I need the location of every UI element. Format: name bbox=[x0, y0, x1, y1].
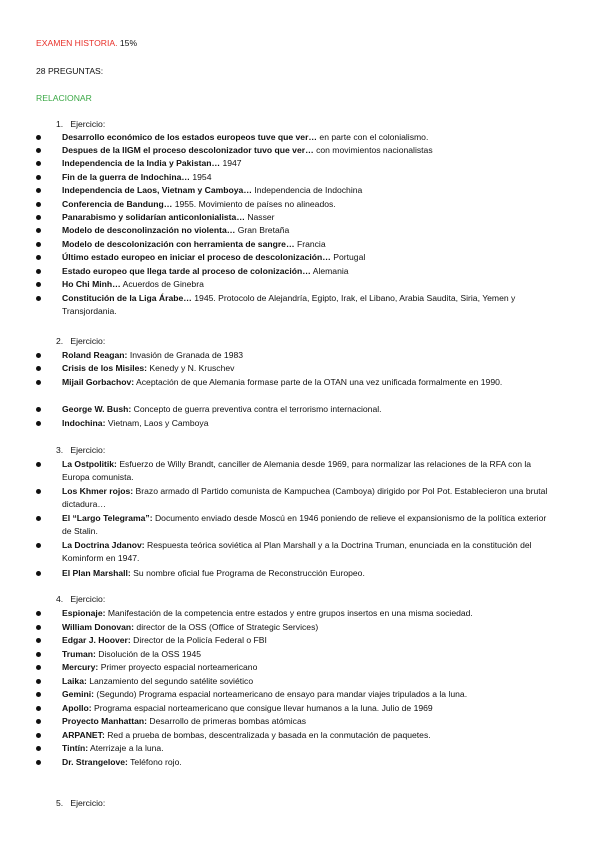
bullet-icon bbox=[36, 543, 41, 548]
item-answer: Acuerdos de Ginebra bbox=[122, 279, 204, 289]
item-term: Constitución de la Liga Árabe… bbox=[62, 293, 192, 303]
item-answer: Alemania bbox=[312, 266, 349, 276]
list-item bbox=[62, 485, 558, 512]
list-item bbox=[62, 567, 558, 580]
list-item bbox=[62, 403, 558, 416]
bullet-icon bbox=[36, 242, 41, 247]
list-item bbox=[62, 349, 558, 362]
item-answer: (Segundo) Programa espacial norteamericano de ensayo para mandar viajes tripulados a la luna. bbox=[96, 689, 468, 699]
item-answer: Teléfono rojo. bbox=[130, 757, 182, 767]
bullet-icon bbox=[36, 719, 41, 724]
item-term: Conferencia de Bandung… bbox=[62, 199, 173, 209]
list-item bbox=[62, 715, 558, 728]
bullet-icon bbox=[36, 652, 41, 657]
list-item bbox=[62, 634, 558, 647]
item-term: Dr. Strangelove: bbox=[62, 757, 128, 767]
bullet-icon bbox=[36, 202, 41, 207]
list-item bbox=[62, 131, 558, 144]
item-term: Espionaje: bbox=[62, 608, 106, 618]
item-answer: Concepto de guerra preventiva contra el terrorismo internacional. bbox=[133, 404, 382, 414]
list-item bbox=[62, 756, 558, 769]
list-item bbox=[62, 742, 558, 755]
exercise-number: 5. bbox=[56, 798, 64, 808]
bullet-icon bbox=[36, 175, 41, 180]
item-answer: Respuesta teórica soviética al Plan Marshall y a la Doctrina Truman, enunciada en la constitución del Kominform en 1947. bbox=[62, 540, 532, 564]
item-answer: Nasser bbox=[247, 212, 275, 222]
bullet-icon bbox=[36, 706, 41, 711]
list-item bbox=[62, 198, 558, 211]
item-answer: Programa espacial norteamericano que consigue llevar humanos a la luna. Julio de 1969 bbox=[93, 703, 433, 713]
bullet-icon bbox=[36, 407, 41, 412]
item-term: Modelo de descolonización con herramienta de sangre… bbox=[62, 239, 295, 249]
item-term: Indochina: bbox=[62, 418, 106, 428]
item-term: Los Khmer rojos: bbox=[62, 486, 134, 496]
item-term: Laika: bbox=[62, 676, 87, 686]
exercise-label: Ejercicio: bbox=[70, 445, 106, 455]
exam-title-line bbox=[36, 38, 137, 49]
item-answer: Manifestación de la competencia entre estados y entre grupos insertos en una misma sociedad. bbox=[107, 608, 473, 618]
bullet-icon bbox=[36, 462, 41, 467]
item-answer: Director de la Policía Federal o FBI bbox=[133, 635, 267, 645]
bullet-icon bbox=[36, 665, 41, 670]
item-answer: Portugal bbox=[333, 252, 366, 262]
section-heading: RELACIONAR bbox=[36, 93, 92, 103]
exercise-number: 2. bbox=[56, 336, 64, 346]
item-term: George W. Bush: bbox=[62, 404, 132, 414]
list-item bbox=[62, 265, 558, 278]
bullet-icon bbox=[36, 611, 41, 616]
bullet-icon bbox=[36, 692, 41, 697]
list-item bbox=[62, 144, 558, 157]
item-term: Mijail Gorbachov: bbox=[62, 377, 135, 387]
bullet-icon bbox=[36, 638, 41, 643]
list-item bbox=[62, 211, 558, 224]
list-item bbox=[62, 607, 558, 620]
item-term: Proyecto Manhattan: bbox=[62, 716, 147, 726]
item-term: Estado europeo que llega tarde al proceso de colonización… bbox=[62, 266, 311, 276]
exercise-label: Ejercicio: bbox=[70, 336, 106, 346]
bullet-icon bbox=[36, 228, 41, 233]
item-answer: 1954 bbox=[192, 172, 212, 182]
item-term: Despues de la IIGM el proceso descolonizador tuvo que ver… bbox=[62, 145, 314, 155]
list-item bbox=[62, 171, 558, 184]
bullet-icon bbox=[36, 282, 41, 287]
list-item bbox=[62, 675, 558, 688]
item-term: Panarabismo y solidarían anticonlonialista… bbox=[62, 212, 245, 222]
item-term: Ho Chi Minh… bbox=[62, 279, 121, 289]
item-answer: Francia bbox=[296, 239, 326, 249]
exam-title: EXAMEN HISTORIA. bbox=[36, 38, 118, 48]
item-answer: Desarrollo de primeras bombas atómicas bbox=[149, 716, 307, 726]
item-term: Crisis de los Misiles: bbox=[62, 363, 148, 373]
item-answer: 1955. Movimiento de países no alineados. bbox=[174, 199, 336, 209]
bullet-icon bbox=[36, 269, 41, 274]
bullet-icon bbox=[36, 148, 41, 153]
item-answer: Su nombre oficial fue Programa de Reconstrucción Europeo. bbox=[133, 568, 365, 578]
item-answer: Documento enviado desde Moscú en 1946 poniendo de relieve el expansionismo de la política exterior de Stalin. bbox=[62, 513, 547, 537]
item-answer: Invasión de Granada de 1983 bbox=[129, 350, 244, 360]
item-term: Truman: bbox=[62, 649, 96, 659]
item-term: Gemini: bbox=[62, 689, 94, 699]
bullet-icon bbox=[36, 421, 41, 426]
item-answer: Kenedy y N. Kruschev bbox=[149, 363, 235, 373]
item-term: La Doctrina Jdanov: bbox=[62, 540, 145, 550]
item-term: Modelo de desconolinzación no violenta… bbox=[62, 225, 236, 235]
list-item bbox=[62, 702, 558, 715]
item-answer: en parte con el colonialismo. bbox=[319, 132, 429, 142]
item-term: Tintín: bbox=[62, 743, 89, 753]
item-term: Último estado europeo en iniciar el proceso de descolonización… bbox=[62, 252, 331, 262]
list-item bbox=[62, 376, 558, 389]
item-term: William Donovan: bbox=[62, 622, 135, 632]
item-term: Roland Reagan: bbox=[62, 350, 128, 360]
bullet-icon bbox=[36, 161, 41, 166]
exercise-heading bbox=[56, 119, 105, 130]
item-term: Apollo: bbox=[62, 703, 92, 713]
item-answer: Red a prueba de bombas, descentralizada y basada en la conmutación de paquetes. bbox=[107, 730, 431, 740]
item-answer: Disolución de la OSS 1945 bbox=[98, 649, 202, 659]
item-term: El “Largo Telegrama”: bbox=[62, 513, 153, 523]
bullet-icon bbox=[36, 366, 41, 371]
exercise-number: 3. bbox=[56, 445, 64, 455]
list-item bbox=[62, 512, 558, 539]
list-item bbox=[62, 157, 558, 170]
bullet-icon bbox=[36, 625, 41, 630]
bullet-icon bbox=[36, 746, 41, 751]
item-answer: Lanzamiento del segundo satélite soviético bbox=[89, 676, 254, 686]
list-item bbox=[62, 292, 558, 319]
list-item bbox=[62, 238, 558, 251]
item-answer: Aterrizaje a la luna. bbox=[90, 743, 164, 753]
item-answer: Brazo armado dl Partido comunista de Kampuchea (Camboya) dirigido por Pol Pot. Establecieron una brutal dictadura… bbox=[62, 486, 548, 510]
item-answer: Esfuerzo de Willy Brandt, canciller de Alemania desde 1969, para normalizar las relaciones de la RFA con la Europa comunista. bbox=[62, 459, 532, 483]
list-item bbox=[62, 729, 558, 742]
item-answer: Vietnam, Laos y Camboya bbox=[107, 418, 209, 428]
exercise-label: Ejercicio: bbox=[70, 798, 106, 808]
exam-weight: 15% bbox=[119, 38, 138, 48]
item-answer: 1945. Protocolo de Alejandría, Egipto, Irak, el Libano, Arabia Saudita, Siria, Yemen y Transjordania. bbox=[62, 293, 516, 317]
question-count: 28 PREGUNTAS: bbox=[36, 66, 104, 76]
exercise-label: Ejercicio: bbox=[70, 594, 106, 604]
item-term: Independencia de Laos, Vietnam y Camboya… bbox=[62, 185, 252, 195]
item-answer: Gran Bretaña bbox=[237, 225, 290, 235]
bullet-icon bbox=[36, 215, 41, 220]
item-term: Independencia de la India y Pakistan… bbox=[62, 158, 221, 168]
item-answer: Independencia de Indochina bbox=[254, 185, 363, 195]
item-answer: Aceptación de que Alemania formase parte de la OTAN una vez unificada formalmente en 1990. bbox=[136, 377, 503, 387]
item-answer: director de la OSS (Office of Strategic Services) bbox=[136, 622, 319, 632]
item-answer: con movimientos nacionalistas bbox=[316, 145, 433, 155]
list-item bbox=[62, 278, 558, 291]
list-item bbox=[62, 251, 558, 264]
item-term: Desarrollo económico de los estados europeos tuve que ver… bbox=[62, 132, 318, 142]
exercise-number: 4. bbox=[56, 594, 64, 604]
list-item bbox=[62, 539, 558, 566]
bullet-icon bbox=[36, 760, 41, 765]
exercise-number: 1. bbox=[56, 119, 64, 129]
item-term: ARPANET: bbox=[62, 730, 105, 740]
list-item bbox=[62, 648, 558, 661]
bullet-icon bbox=[36, 296, 41, 301]
list-item bbox=[62, 688, 558, 701]
bullet-icon bbox=[36, 188, 41, 193]
list-item bbox=[62, 661, 558, 674]
item-answer: 1947 bbox=[222, 158, 242, 168]
list-item bbox=[62, 621, 558, 634]
exercise-heading bbox=[56, 798, 105, 809]
item-term: El Plan Marshall: bbox=[62, 568, 131, 578]
bullet-icon bbox=[36, 380, 41, 385]
bullet-icon bbox=[36, 353, 41, 358]
bullet-icon bbox=[36, 733, 41, 738]
item-answer: Primer proyecto espacial norteamericano bbox=[100, 662, 258, 672]
bullet-icon bbox=[36, 516, 41, 521]
bullet-icon bbox=[36, 571, 41, 576]
exercise-heading bbox=[56, 336, 105, 347]
bullet-icon bbox=[36, 679, 41, 684]
item-term: Edgar J. Hoover: bbox=[62, 635, 131, 645]
list-item bbox=[62, 417, 558, 430]
list-item bbox=[62, 362, 558, 375]
bullet-icon bbox=[36, 135, 41, 140]
list-item bbox=[62, 184, 558, 197]
item-term: Mercury: bbox=[62, 662, 99, 672]
list-item bbox=[62, 458, 558, 485]
exercise-heading bbox=[56, 594, 105, 605]
exercise-heading bbox=[56, 445, 105, 456]
item-term: La Ostpolitik: bbox=[62, 459, 117, 469]
bullet-icon bbox=[36, 255, 41, 260]
list-item bbox=[62, 224, 558, 237]
bullet-icon bbox=[36, 489, 41, 494]
item-term: Fin de la guerra de Indochina… bbox=[62, 172, 190, 182]
exercise-label: Ejercicio: bbox=[70, 119, 106, 129]
